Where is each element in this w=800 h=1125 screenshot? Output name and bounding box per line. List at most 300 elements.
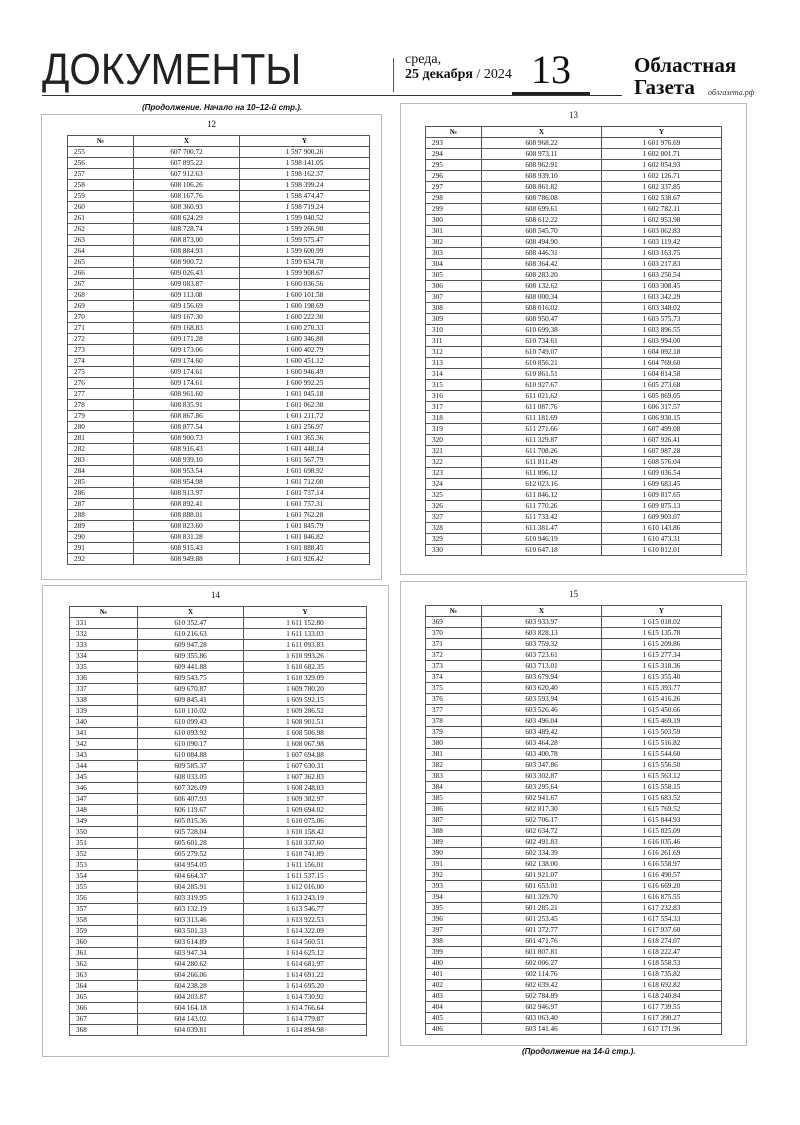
cell-x: 601 329.70	[482, 892, 602, 903]
cell-number: 304	[426, 259, 482, 270]
cell-number: 275	[68, 367, 134, 378]
table-row	[426, 226, 722, 237]
cell-number: 279	[68, 411, 134, 422]
cell-y: 1 603 119.42	[602, 237, 722, 248]
cell-x: 608 446.31	[482, 248, 602, 259]
table-row	[426, 215, 722, 226]
table-row	[426, 182, 722, 193]
table-row	[426, 336, 722, 347]
cell-number: 372	[426, 650, 482, 661]
cell-number: 305	[426, 270, 482, 281]
cell-x: 601 921.07	[482, 870, 602, 881]
table-row	[70, 992, 367, 1003]
table-row	[426, 193, 722, 204]
cell-number: 293	[426, 138, 482, 149]
table-row	[68, 158, 370, 169]
cell-x: 603 295.64	[482, 782, 602, 793]
table-row	[426, 628, 722, 639]
table-row	[426, 204, 722, 215]
cell-x: 608 835.91	[134, 400, 240, 411]
cell-y: 1 611 133.03	[244, 629, 367, 640]
cell-number: 402	[426, 980, 482, 991]
cell-x: 606 119.67	[138, 805, 244, 816]
cell-y: 1 601 845.79	[240, 521, 370, 532]
cell-y: 1 615 318.36	[602, 661, 722, 672]
cell-number: 382	[426, 760, 482, 771]
cell-y: 1 607 499.08	[602, 424, 722, 435]
cell-x: 603 302.87	[482, 771, 602, 782]
cell-number: 346	[70, 783, 138, 794]
cell-number: 323	[426, 468, 482, 479]
cell-y: 1 613 243.19	[244, 893, 367, 904]
cell-x: 610 734.61	[482, 336, 602, 347]
cell-number: 342	[70, 739, 138, 750]
cell-number: 311	[426, 336, 482, 347]
cell-y: 1 600 346.88	[240, 334, 370, 345]
cell-y: 1 603 348.02	[602, 303, 722, 314]
cell-x: 602 138.00	[482, 859, 602, 870]
cell-x: 603 614.89	[138, 937, 244, 948]
brand-site: облгазета.рф	[708, 88, 755, 97]
cell-y: 1 601 888.45	[240, 543, 370, 554]
cell-number: 314	[426, 369, 482, 380]
table-row	[70, 695, 367, 706]
table-row	[426, 837, 722, 848]
table-row	[426, 325, 722, 336]
table-row	[70, 761, 367, 772]
cell-y: 1 598 719.24	[240, 202, 370, 213]
table-row	[426, 490, 722, 501]
cell-y: 1 617 232.83	[602, 903, 722, 914]
cell-y: 1 603 217.83	[602, 259, 722, 270]
cell-number: 284	[68, 466, 134, 477]
cell-y: 1 615 825.09	[602, 826, 722, 837]
table-row	[70, 871, 367, 882]
cell-number: 336	[70, 673, 138, 684]
cell-number: 343	[70, 750, 138, 761]
cell-x: 605 279.52	[138, 849, 244, 860]
cell-x: 611 896.12	[482, 468, 602, 479]
cell-number: 358	[70, 915, 138, 926]
table-row	[68, 356, 370, 367]
cell-number: 297	[426, 182, 482, 193]
cell-y: 1 610 337.60	[244, 838, 367, 849]
cell-number: 257	[68, 169, 134, 180]
cell-number: 389	[426, 837, 482, 848]
cell-x: 611 811.49	[482, 457, 602, 468]
cell-number: 366	[70, 1003, 138, 1014]
cell-number: 333	[70, 640, 138, 651]
cell-y: 1 617 171.96	[602, 1024, 722, 1035]
cell-x: 604 280.62	[138, 959, 244, 970]
cell-y: 1 618 735.82	[602, 969, 722, 980]
cell-y: 1 601 062.38	[240, 400, 370, 411]
cell-y: 1 615 769.52	[602, 804, 722, 815]
cell-x: 611 181.69	[482, 413, 602, 424]
cell-x: 603 828.13	[482, 628, 602, 639]
cell-number: 298	[426, 193, 482, 204]
cell-number: 386	[426, 804, 482, 815]
cell-y: 1 608 248.03	[244, 783, 367, 794]
cell-y: 1 606 930.15	[602, 413, 722, 424]
cell-number: 329	[426, 534, 482, 545]
cell-y: 1 604 092.18	[602, 347, 722, 358]
cell-x: 602 639.42	[482, 980, 602, 991]
cell-number: 377	[426, 705, 482, 716]
table-row	[426, 347, 722, 358]
cell-y: 1 600 198.69	[240, 301, 370, 312]
cell-number: 359	[70, 926, 138, 937]
cell-y: 1 600 270.33	[240, 323, 370, 334]
cell-number: 350	[70, 827, 138, 838]
cell-x: 604 164.18	[138, 1003, 244, 1014]
table-row	[426, 402, 722, 413]
column-header-y: Y	[602, 606, 722, 617]
table-row	[68, 301, 370, 312]
cell-number: 331	[70, 618, 138, 629]
cell-number: 306	[426, 281, 482, 292]
cell-number: 270	[68, 312, 134, 323]
cell-x: 602 491.83	[482, 837, 602, 848]
cell-number: 363	[70, 970, 138, 981]
cell-number: 262	[68, 224, 134, 235]
table-row	[68, 367, 370, 378]
continuation-note-top: (Продолжение. Начало на 10–12-й стр.).	[142, 103, 303, 112]
cell-x: 611 708.26	[482, 446, 602, 457]
cell-x: 608 873.00	[134, 235, 240, 246]
cell-number: 282	[68, 444, 134, 455]
cell-x: 608 494.90	[482, 237, 602, 248]
issue-date	[405, 67, 512, 83]
cell-x: 604 238.28	[138, 981, 244, 992]
table-row	[426, 314, 722, 325]
cell-number: 313	[426, 358, 482, 369]
cell-y: 1 609 817.65	[602, 490, 722, 501]
cell-y: 1 598 399.24	[240, 180, 370, 191]
cell-y: 1 608 901.51	[244, 717, 367, 728]
cell-number: 335	[70, 662, 138, 673]
cell-number: 294	[426, 149, 482, 160]
cell-y: 1 600 946.49	[240, 367, 370, 378]
cell-number: 302	[426, 237, 482, 248]
document-page-15	[400, 581, 747, 1046]
cell-number: 397	[426, 925, 482, 936]
cell-y: 1 600 101.58	[240, 290, 370, 301]
table-row	[68, 510, 370, 521]
cell-x: 609 585.37	[138, 761, 244, 772]
cell-y: 1 613 922.53	[244, 915, 367, 926]
cell-x: 608 033.05	[138, 772, 244, 783]
table-row	[426, 534, 722, 545]
cell-number: 255	[68, 147, 134, 158]
column-header-y: Y	[240, 136, 370, 147]
table-row	[68, 202, 370, 213]
cell-y: 1 607 694.88	[244, 750, 367, 761]
table-row	[70, 816, 367, 827]
cell-y: 1 607 926.41	[602, 435, 722, 446]
cell-x: 602 784.89	[482, 991, 602, 1002]
brand-logo-line2: Газета	[634, 75, 695, 99]
cell-number: 324	[426, 479, 482, 490]
cell-x: 611 770.26	[482, 501, 602, 512]
cell-number: 367	[70, 1014, 138, 1025]
table-row	[426, 793, 722, 804]
cell-number: 267	[68, 279, 134, 290]
cell-x: 609 845.41	[138, 695, 244, 706]
cell-x: 608 132.62	[482, 281, 602, 292]
table-row	[70, 750, 367, 761]
cell-x: 611 329.87	[482, 435, 602, 446]
table-row	[426, 617, 722, 628]
page-title: 12	[207, 119, 216, 129]
cell-x: 602 114.76	[482, 969, 602, 980]
column-header-number: №	[68, 136, 134, 147]
cell-x: 608 699.61	[482, 204, 602, 215]
page-number-rule	[512, 92, 590, 95]
cell-number: 312	[426, 347, 482, 358]
cell-x: 608 915.43	[134, 543, 240, 554]
cell-x: 608 949.88	[134, 554, 240, 565]
cell-number: 299	[426, 204, 482, 215]
cell-number: 400	[426, 958, 482, 969]
cell-x: 603 063.40	[482, 1013, 602, 1024]
page-number: 13	[531, 47, 571, 92]
cell-y: 1 604 814.58	[602, 369, 722, 380]
cell-y: 1 609 903.07	[602, 512, 722, 523]
cell-number: 364	[70, 981, 138, 992]
cell-y: 1 615 450.66	[602, 705, 722, 716]
cell-x: 610 216.63	[138, 629, 244, 640]
cell-number: 272	[68, 334, 134, 345]
cell-number: 266	[68, 268, 134, 279]
cell-x: 608 861.82	[482, 182, 602, 193]
cell-number: 405	[426, 1013, 482, 1024]
cell-y: 1 617 739.55	[602, 1002, 722, 1013]
cell-number: 376	[426, 694, 482, 705]
cell-number: 365	[70, 992, 138, 1003]
cell-y: 1 616 669.20	[602, 881, 722, 892]
table-row	[70, 948, 367, 959]
cell-y: 1 601 712.00	[240, 477, 370, 488]
cell-y: 1 610 075.06	[244, 816, 367, 827]
cell-x: 610 749.07	[482, 347, 602, 358]
cell-number: 390	[426, 848, 482, 859]
cell-number: 345	[70, 772, 138, 783]
cell-x: 608 900.72	[134, 257, 240, 268]
cell-number: 319	[426, 424, 482, 435]
cell-number: 321	[426, 446, 482, 457]
cell-y: 1 615 209.86	[602, 639, 722, 650]
column-header-x: X	[482, 127, 602, 138]
table-row	[68, 433, 370, 444]
masthead-divider	[393, 58, 394, 92]
cell-y: 1 610 682.35	[244, 662, 367, 673]
coordinates-table	[67, 135, 370, 565]
cell-y: 1 615 516.82	[602, 738, 722, 749]
table-row	[68, 554, 370, 565]
cell-y: 1 598 141.05	[240, 158, 370, 169]
cell-y: 1 614 625.12	[244, 948, 367, 959]
table-row	[68, 422, 370, 433]
cell-number: 308	[426, 303, 482, 314]
cell-x: 610 110.02	[138, 706, 244, 717]
cell-y: 1 615 277.34	[602, 650, 722, 661]
cell-y: 1 615 135.78	[602, 628, 722, 639]
cell-x: 604 664.37	[138, 871, 244, 882]
cell-number: 290	[68, 532, 134, 543]
cell-y: 1 614 322.09	[244, 926, 367, 937]
cell-x: 603 141.46	[482, 1024, 602, 1035]
cell-y: 1 615 844.93	[602, 815, 722, 826]
cell-number: 261	[68, 213, 134, 224]
cell-number: 357	[70, 904, 138, 915]
cell-number: 338	[70, 695, 138, 706]
table-row	[426, 501, 722, 512]
cell-x: 604 954.05	[138, 860, 244, 871]
cell-y: 1 599 040.52	[240, 213, 370, 224]
table-row	[70, 937, 367, 948]
cell-number: 356	[70, 893, 138, 904]
cell-number: 403	[426, 991, 482, 1002]
cell-x: 603 501.33	[138, 926, 244, 937]
cell-x: 602 334.39	[482, 848, 602, 859]
cell-x: 603 947.34	[138, 948, 244, 959]
table-row	[426, 925, 722, 936]
cell-number: 307	[426, 292, 482, 303]
table-row	[70, 794, 367, 805]
cell-y: 1 599 266.98	[240, 224, 370, 235]
cell-number: 295	[426, 160, 482, 171]
cell-x: 608 939.10	[482, 171, 602, 182]
table-row	[426, 1002, 722, 1013]
cell-number: 328	[426, 523, 482, 534]
cell-x: 601 372.77	[482, 925, 602, 936]
cell-x: 603 313.46	[138, 915, 244, 926]
cell-number: 381	[426, 749, 482, 760]
cell-number: 388	[426, 826, 482, 837]
table-row	[70, 1014, 367, 1025]
cell-y: 1 601 846.82	[240, 532, 370, 543]
cell-x: 610 090.17	[138, 739, 244, 750]
cell-x: 608 364.42	[482, 259, 602, 270]
cell-y: 1 601 567.79	[240, 455, 370, 466]
table-row	[68, 411, 370, 422]
cell-x: 603 400.78	[482, 749, 602, 760]
table-row	[68, 389, 370, 400]
cell-x: 608 167.76	[134, 191, 240, 202]
cell-number: 378	[426, 716, 482, 727]
cell-x: 603 593.94	[482, 694, 602, 705]
table-row	[68, 455, 370, 466]
cell-number: 322	[426, 457, 482, 468]
cell-x: 608 877.54	[134, 422, 240, 433]
table-row	[68, 279, 370, 290]
table-row	[426, 870, 722, 881]
cell-y: 1 614 766.64	[244, 1003, 367, 1014]
cell-y: 1 618 558.53	[602, 958, 722, 969]
table-row	[68, 147, 370, 158]
issue-date-year: / 2024	[473, 67, 512, 82]
cell-y: 1 614 779.87	[244, 1014, 367, 1025]
cell-number: 361	[70, 948, 138, 959]
cell-number: 292	[68, 554, 134, 565]
cell-number: 260	[68, 202, 134, 213]
cell-number: 380	[426, 738, 482, 749]
cell-number: 369	[426, 617, 482, 628]
cell-x: 603 679.94	[482, 672, 602, 683]
table-row	[426, 1013, 722, 1024]
cell-number: 316	[426, 391, 482, 402]
cell-y: 1 605 869.05	[602, 391, 722, 402]
table-row	[426, 545, 722, 556]
cell-x: 608 884.93	[134, 246, 240, 257]
cell-x: 602 817.30	[482, 804, 602, 815]
cell-number: 286	[68, 488, 134, 499]
table-row	[426, 694, 722, 705]
cell-y: 1 607 362.83	[244, 772, 367, 783]
cell-number: 354	[70, 871, 138, 882]
cell-number: 280	[68, 422, 134, 433]
cell-x: 608 545.70	[482, 226, 602, 237]
cell-x: 608 106.26	[134, 180, 240, 191]
cell-x: 608 624.29	[134, 213, 240, 224]
table-row	[426, 160, 722, 171]
cell-y: 1 600 992.25	[240, 378, 370, 389]
cell-y: 1 599 600.99	[240, 246, 370, 257]
page-title: 13	[569, 110, 578, 120]
cell-x: 609 441.88	[138, 662, 244, 673]
cell-x: 608 283.20	[482, 270, 602, 281]
table-row	[68, 246, 370, 257]
cell-number: 268	[68, 290, 134, 301]
cell-x: 609 171.28	[134, 334, 240, 345]
cell-y: 1 610 812.01	[602, 545, 722, 556]
cell-y: 1 611 152.80	[244, 618, 367, 629]
cell-x: 603 496.04	[482, 716, 602, 727]
cell-y: 1 618 240.84	[602, 991, 722, 1002]
cell-y: 1 609 592.15	[244, 695, 367, 706]
table-row	[426, 380, 722, 391]
cell-x: 610 647.18	[482, 545, 602, 556]
cell-y: 1 601 757.31	[240, 499, 370, 510]
cell-number: 383	[426, 771, 482, 782]
table-row	[70, 673, 367, 684]
table-row	[70, 706, 367, 717]
cell-y: 1 615 556.50	[602, 760, 722, 771]
cell-number: 375	[426, 683, 482, 694]
table-row	[70, 684, 367, 695]
cell-y: 1 616 035.46	[602, 837, 722, 848]
cell-number: 370	[426, 628, 482, 639]
cell-y: 1 617 937.60	[602, 925, 722, 936]
table-row	[426, 457, 722, 468]
cell-number: 285	[68, 477, 134, 488]
table-row	[70, 827, 367, 838]
table-row	[426, 303, 722, 314]
table-row	[68, 312, 370, 323]
table-row	[426, 903, 722, 914]
table-row	[70, 970, 367, 981]
cell-number: 317	[426, 402, 482, 413]
cell-y: 1 602 126.71	[602, 171, 722, 182]
cell-y: 1 603 250.54	[602, 270, 722, 281]
table-row	[68, 499, 370, 510]
cell-number: 385	[426, 793, 482, 804]
table-row	[68, 235, 370, 246]
cell-y: 1 602 337.85	[602, 182, 722, 193]
cell-number: 320	[426, 435, 482, 446]
cell-x: 609 168.83	[134, 323, 240, 334]
